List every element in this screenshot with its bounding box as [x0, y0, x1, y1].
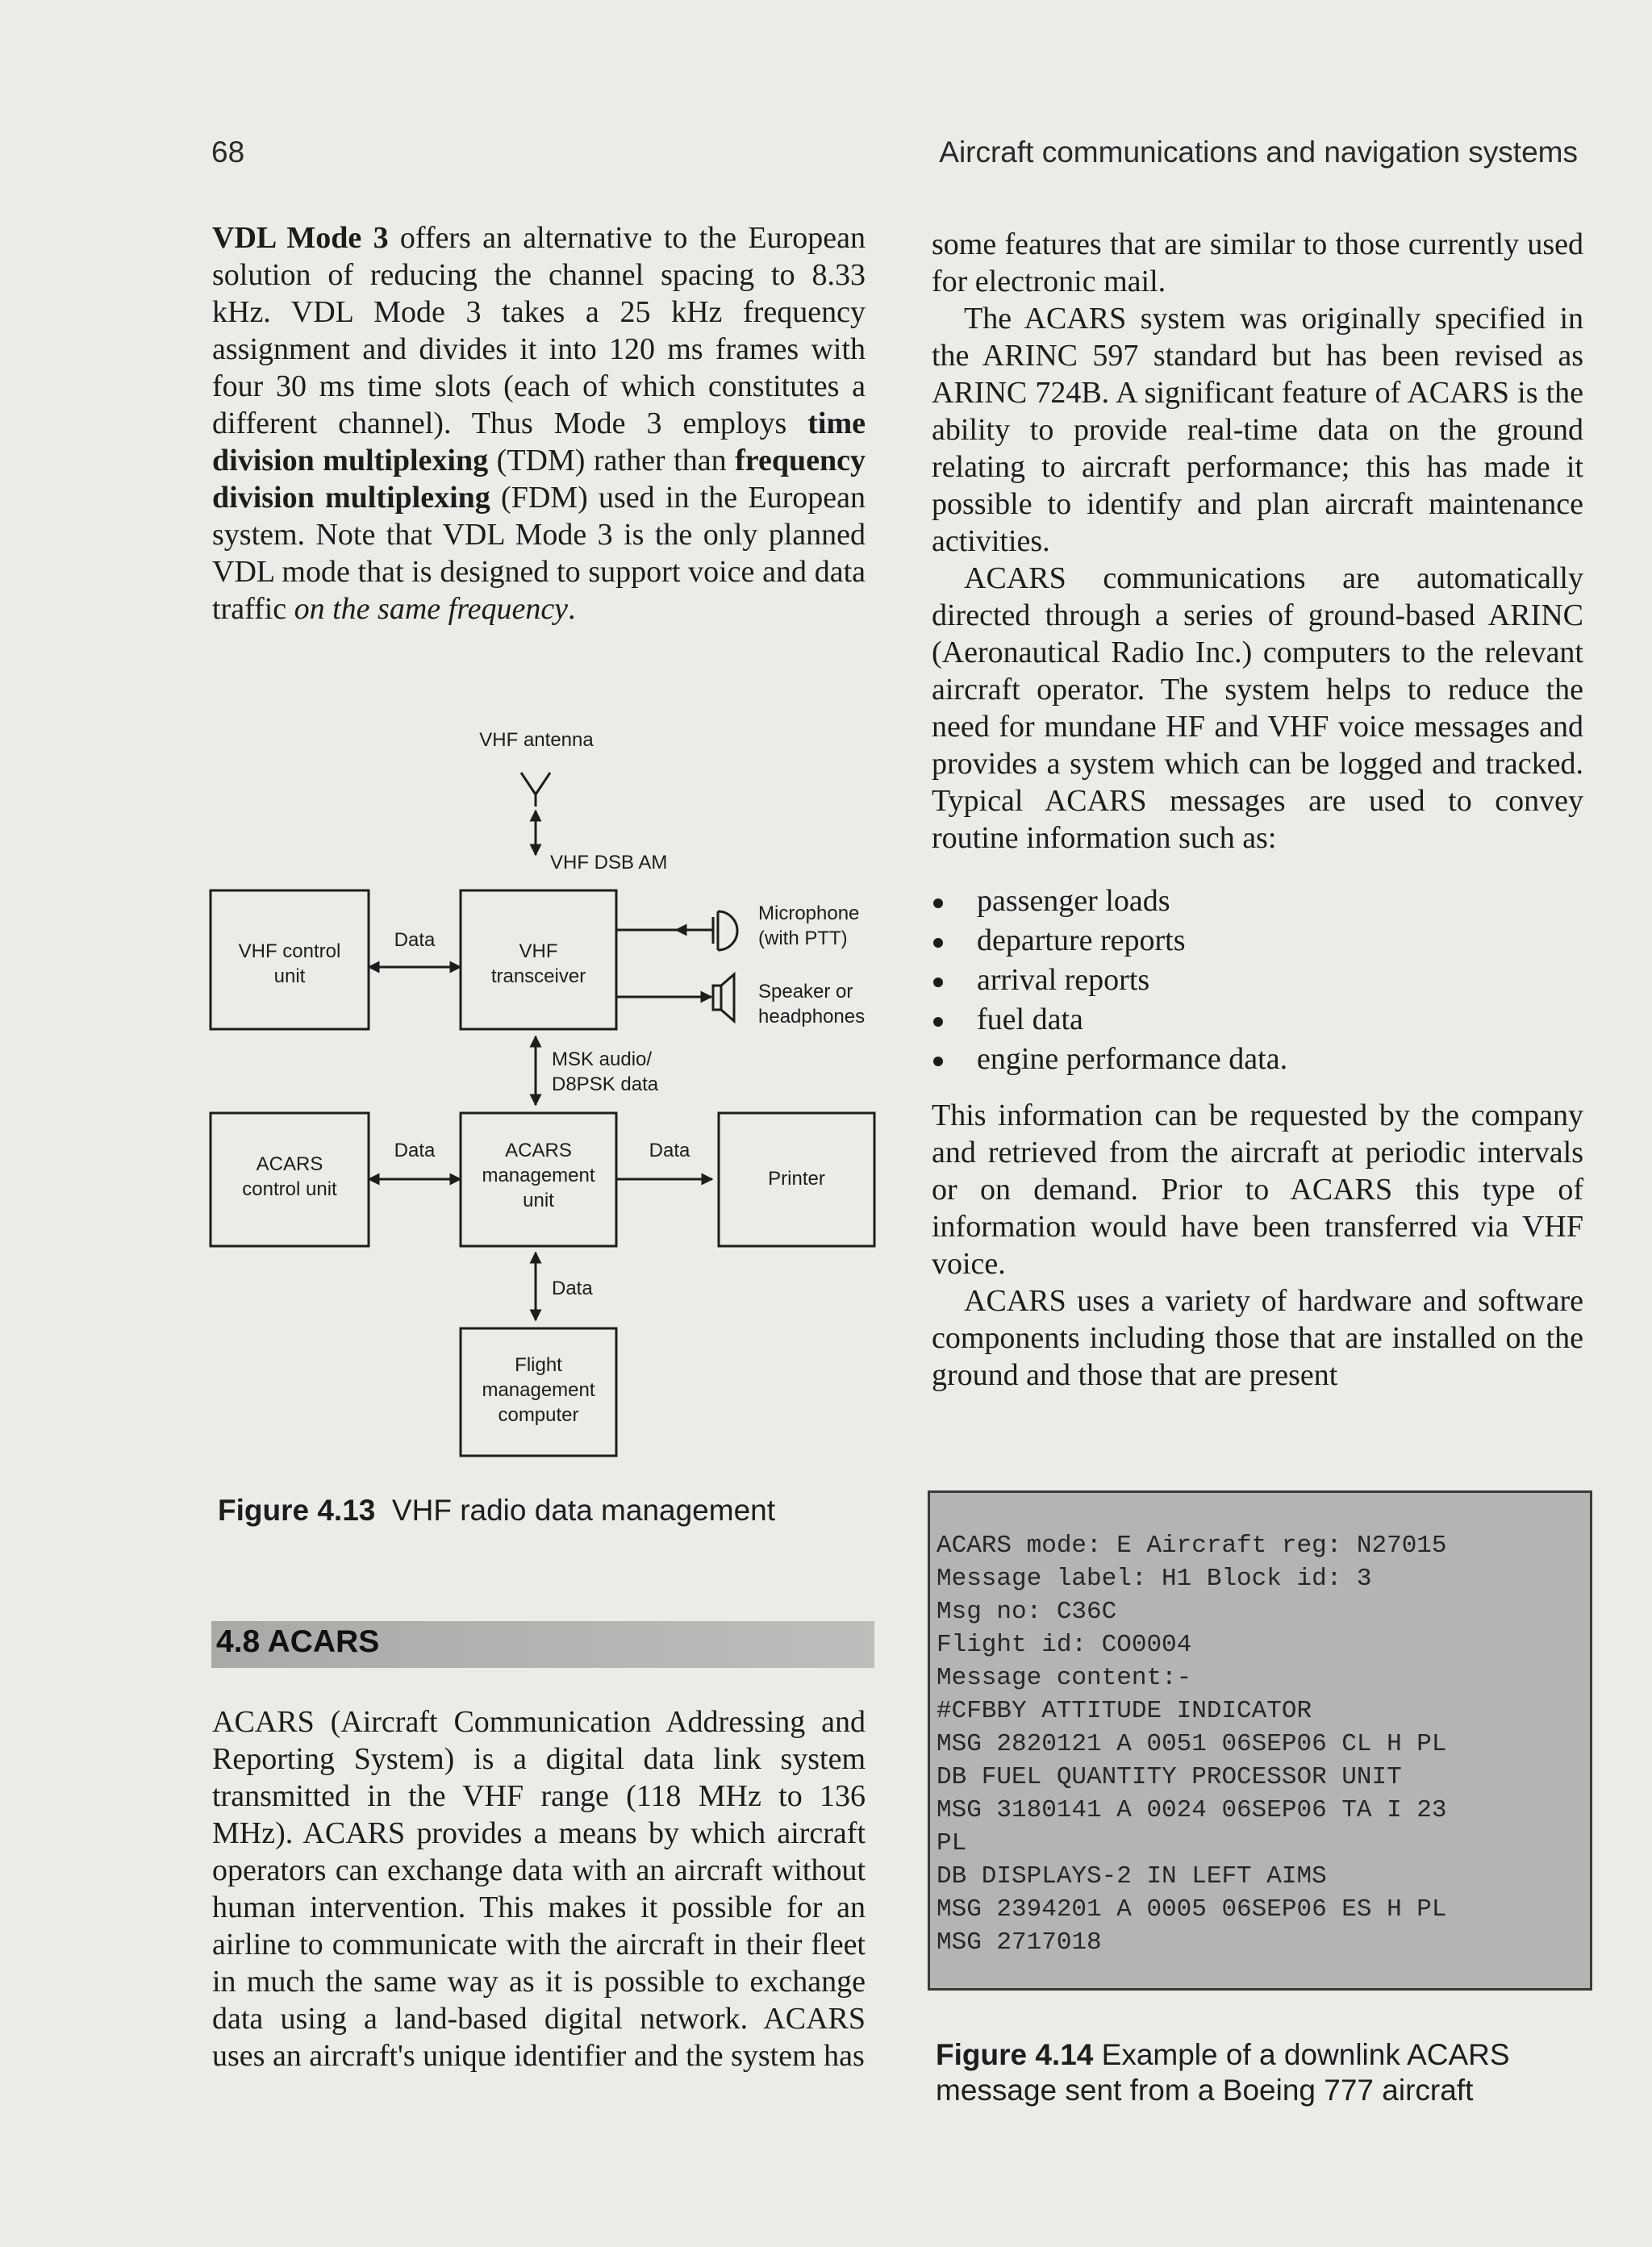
running-title: Aircraft communications and navigation systems — [939, 135, 1578, 169]
message-line: Flight id: CO0004 — [937, 1631, 1192, 1659]
paragraph-arinc: The ACARS system was originally specified in the ARINC 597 standard but has been revised as ARINC 724B. A significant feature of ACARS is the ability to provide real-time data on the ground relating to aircraft performance; this has made it possible to identify and plan aircraft maintenance activities. — [932, 302, 1583, 558]
paragraph-hardware: ACARS uses a variety of hardware and software components including those that are installed on the ground and those that are present — [932, 1284, 1583, 1392]
vhf-control-unit-label: VHF control unit — [238, 940, 341, 987]
vhf-dsb-am-label: VHF DSB AM — [550, 852, 668, 873]
message-line: MSG 3180141 A 0024 06SEP06 TA I 23 — [937, 1796, 1447, 1824]
antenna-icon — [521, 773, 550, 807]
message-line: DB FUEL QUANTITY PROCESSOR UNIT — [937, 1763, 1402, 1791]
printer-label: Printer — [768, 1168, 825, 1190]
page-number: 68 — [211, 135, 245, 169]
figure-4-14-caption: Figure 4.14 Example of a downlink ACARS message sent from a Boeing 777 aircraft — [936, 2038, 1510, 2107]
list-item: passenger loads — [932, 882, 1583, 921]
acars-intro-paragraph: ACARS (Aircraft Communication Addressing and Reporting System) is a digital data link system transmitted in the VHF range (118 MHz to 136 MHz). ACARS provides a means by which aircraft operators can exchange data with an aircraft without human intervention. This makes it possible for an airline to communicate with the aircraft in their fleet in much the same way as it is possible to exchange data using a land-based digital network. ACARS uses an aircraft's unique identifier and the system has — [212, 1705, 866, 2073]
vhf-transceiver-label: VHF transceiver — [490, 940, 586, 987]
message-line: MSG 2820121 A 0051 06SEP06 CL H PL — [937, 1730, 1447, 1758]
paragraph-email: some features that are similar to those currently used for electronic mail. — [932, 227, 1583, 298]
list-item: fuel data — [932, 1000, 1583, 1040]
right-column-text-lower — [932, 1097, 1583, 1394]
right-column-text — [932, 226, 1583, 857]
microphone-label: Microphone (with PTT) — [758, 903, 860, 949]
section-heading: 4.8 ACARS — [216, 1624, 380, 1659]
acars-control-unit-label: ACARS control unit — [242, 1153, 337, 1200]
data-label-control-mu: Data — [394, 1140, 436, 1161]
message-line: ACARS mode: E Aircraft reg: N27015 — [937, 1532, 1447, 1560]
data-label-control-transceiver: Data — [394, 929, 436, 951]
same-frequency-emphasis: on the same frequency — [294, 592, 569, 626]
vdl-mode3-term: VDL Mode 3 — [212, 221, 389, 255]
list-item: arrival reports — [932, 961, 1583, 1000]
speaker-icon — [713, 974, 734, 1021]
msk-d8psk-label: MSK audio/ D8PSK data — [552, 1048, 659, 1095]
list-item: departure reports — [932, 921, 1583, 961]
list-item: engine performance data. — [932, 1040, 1583, 1079]
fdm-term: frequency division multiplexing — [212, 444, 866, 515]
paragraph-requested: This information can be requested by the company and retrieved from the aircraft at periodic intervals or on demand. Prior to ACARS this type of information would have been transferred via VHF voice. — [932, 1098, 1583, 1281]
message-line: MSG 2717018 — [937, 1928, 1102, 1957]
message-line: Message content:- — [937, 1664, 1192, 1692]
data-label-mu-fmc: Data — [552, 1278, 593, 1299]
figure-4-13-caption: Figure 4.13 VHF radio data management — [218, 1494, 776, 1527]
microphone-icon — [713, 911, 737, 950]
message-line: Message label: H1 Block id: 3 — [937, 1565, 1372, 1593]
fmc-label: Flight management computer — [482, 1354, 595, 1426]
message-line: MSG 2394201 A 0005 06SEP06 ES H PL — [937, 1895, 1447, 1924]
message-types-list — [932, 882, 1583, 1079]
tdm-term: time division multiplexing — [212, 406, 866, 477]
message-line: DB DISPLAYS-2 IN LEFT AIMS — [937, 1862, 1327, 1891]
speaker-label: Speaker or headphones — [758, 981, 866, 1028]
vdl-mode3-paragraph: VDL Mode 3 offers an alternative to the European solution of reducing the channel spacing to 8.33 kHz. VDL Mode 3 takes a 25 kHz frequency assignment and divides it into 120 ms frames with four 30 ms time slots (each of which constitutes a different channel). Thus Mode 3 employs time division multiplexing (TDM) rather than frequency division multiplexing (FDM) used in the European system. Note that VDL Mode 3 is the only planned VDL mode that is designed to support voice and data traffic on the same frequency. — [212, 221, 866, 626]
vhf-antenna-label: VHF antenna — [479, 729, 594, 751]
data-label-mu-printer: Data — [649, 1140, 690, 1161]
message-line: #CFBBY ATTITUDE INDICATOR — [937, 1697, 1312, 1725]
paragraph-ground-computers: ACARS communications are automatically directed through a series of ground-based ARINC (Aeronautical Radio Inc.) computers to the relevant aircraft operator. The system helps to reduce the need for mundane HF and VHF voice messages and provides a system which can be logged and tracked. Typical ACARS messages are used to convey routine information such as: — [932, 561, 1583, 855]
acars-management-unit-label: ACARS management unit — [482, 1140, 595, 1211]
message-line: PL — [937, 1829, 967, 1857]
message-line: Msg no: C36C — [937, 1598, 1117, 1626]
